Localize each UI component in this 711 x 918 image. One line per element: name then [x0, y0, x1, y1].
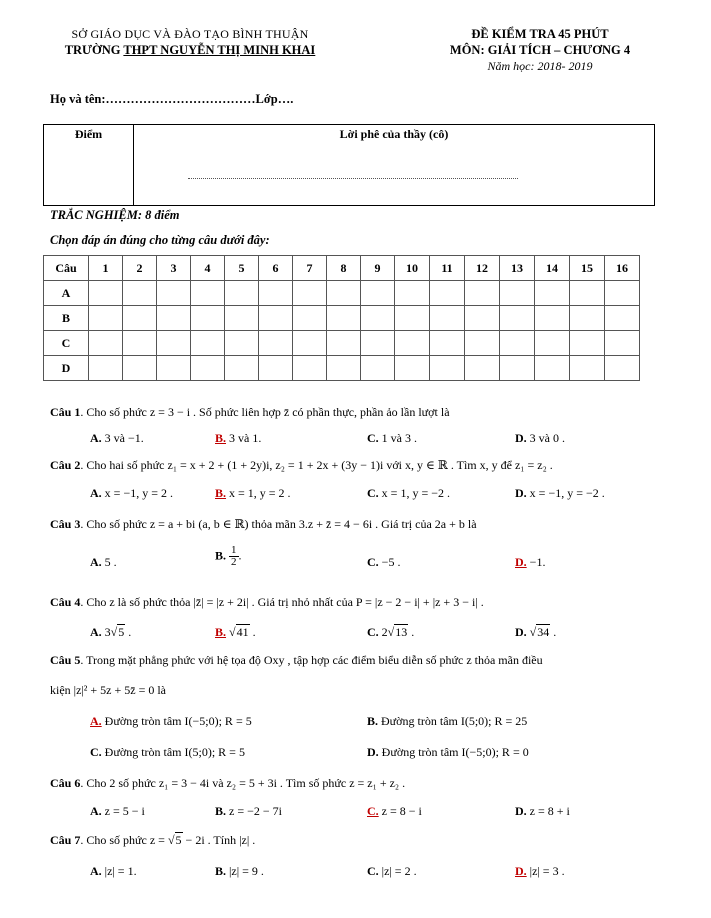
fraction — [229, 545, 239, 568]
radicand: 13 — [395, 625, 408, 639]
answer-cell[interactable] — [361, 356, 395, 381]
option-b[interactable] — [215, 804, 282, 819]
teacher-comment-label: Lời phê của thầy (cô) — [339, 127, 449, 141]
option-letter: A. — [90, 804, 102, 818]
question-stem-pre: . Cho số phức z = — [80, 833, 168, 847]
answer-cell[interactable] — [395, 331, 430, 356]
answer-cell[interactable] — [430, 331, 465, 356]
option-letter: B. — [215, 548, 227, 563]
answer-cell[interactable] — [361, 281, 395, 306]
comment-dotted-line — [188, 178, 518, 179]
option-b[interactable] — [367, 714, 527, 729]
option-letter: C. — [367, 804, 379, 818]
answer-grid-col-6: 6 — [259, 256, 293, 281]
option-text: z = 5 − i — [101, 804, 145, 818]
header-right — [405, 26, 675, 74]
option-text: Đường tròn tâm I(5;0); R = 25 — [378, 714, 528, 728]
option-b[interactable] — [215, 864, 264, 879]
option-letter: B. — [215, 864, 227, 878]
answer-cell[interactable] — [465, 331, 500, 356]
answer-cell[interactable] — [123, 356, 157, 381]
option-text: . — [238, 548, 242, 563]
answer-cell[interactable] — [500, 281, 535, 306]
option-text: Đường tròn tâm I(5;0); R = 5 — [101, 745, 245, 759]
fraction-numerator: 1 — [231, 544, 237, 556]
option-letter: A. — [90, 555, 102, 569]
answer-cell[interactable] — [430, 356, 465, 381]
option-prefix: 3 — [101, 625, 111, 639]
answer-grid-col-5: 5 — [225, 256, 259, 281]
radicand: 5 — [175, 833, 182, 847]
answer-cell[interactable] — [123, 331, 157, 356]
answer-grid-col-9: 9 — [361, 256, 395, 281]
option-text: Đường tròn tâm I(−5;0); R = 0 — [378, 745, 529, 759]
answer-cell[interactable] — [259, 281, 293, 306]
answer-grid-header-row — [44, 256, 640, 281]
option-text: 3 và −1. — [101, 431, 144, 445]
option-text: . — [249, 625, 256, 639]
answer-grid-col-4: 4 — [191, 256, 225, 281]
answer-cell[interactable] — [500, 331, 535, 356]
option-letter: D. — [367, 745, 379, 759]
answer-cell[interactable] — [535, 281, 570, 306]
answer-cell[interactable] — [191, 356, 225, 381]
option-text: 1 và 3 . — [378, 431, 417, 445]
question-label: Câu 4 — [50, 595, 81, 609]
answer-cell[interactable] — [225, 306, 259, 331]
option-text: |z| = 3 . — [526, 864, 565, 878]
answer-grid-col-3: 3 — [157, 256, 191, 281]
option-letter: D. — [515, 804, 527, 818]
answer-cell[interactable] — [327, 281, 361, 306]
question-label: Câu 7 — [50, 833, 81, 847]
answer-grid-row-c — [44, 331, 640, 356]
question-stem: . Cho z là số phức thỏa |z̄| = |z + 2i| . Giá trị nhỏ nhất của P = |z − 2 − i| + |z + 3 − i| . — [80, 595, 484, 609]
option-text: . — [408, 625, 415, 639]
answer-cell[interactable] — [123, 306, 157, 331]
question-4 — [50, 595, 660, 610]
answer-cell[interactable] — [605, 331, 640, 356]
question-stem-post: − 2i . Tính |z| . — [182, 833, 256, 847]
answer-row-label: B — [44, 306, 89, 331]
answer-grid-col-12: 12 — [465, 256, 500, 281]
option-d[interactable] — [367, 745, 529, 760]
exam-title: ĐỀ KIỂM TRA 45 PHÚT — [471, 27, 609, 41]
school-name: THPT NGUYỄN THỊ MINH KHAI — [123, 43, 316, 57]
answer-cell[interactable] — [570, 281, 605, 306]
option-b[interactable] — [215, 545, 242, 568]
answer-cell[interactable] — [535, 356, 570, 381]
option-d[interactable] — [515, 804, 570, 819]
answer-cell[interactable] — [89, 306, 123, 331]
option-c[interactable] — [367, 486, 450, 501]
school-name-line — [40, 42, 340, 58]
option-a[interactable]: A. 3√5 . — [90, 625, 132, 639]
answer-cell[interactable] — [395, 281, 430, 306]
answer-cell[interactable] — [293, 306, 327, 331]
answer-cell[interactable] — [327, 356, 361, 381]
answer-cell[interactable] — [570, 306, 605, 331]
answer-row-label: C — [44, 331, 89, 356]
answer-cell[interactable] — [570, 331, 605, 356]
score-label: Điểm — [44, 125, 134, 205]
answer-cell[interactable] — [361, 331, 395, 356]
answer-cell[interactable] — [157, 331, 191, 356]
option-text: z = 8 + i — [526, 804, 570, 818]
answer-cell[interactable] — [465, 356, 500, 381]
option-text: 3 và 1. — [226, 431, 262, 445]
question-3 — [50, 517, 660, 532]
answer-cell[interactable] — [605, 306, 640, 331]
option-c[interactable] — [367, 864, 417, 879]
option-letter: D. — [515, 864, 527, 878]
answer-grid-col-16: 16 — [605, 256, 640, 281]
option-b[interactable] — [215, 486, 291, 501]
answer-grid-col-1: 1 — [89, 256, 123, 281]
option-d[interactable] — [515, 486, 605, 501]
answer-cell[interactable] — [465, 281, 500, 306]
question-5-line2: kiện |z|² + 5z + 5z̄ = 0 là — [50, 683, 167, 697]
option-prefix: 2 — [378, 625, 388, 639]
question-label: Câu 6 — [50, 776, 81, 790]
question-1 — [50, 405, 660, 420]
answer-cell[interactable] — [570, 356, 605, 381]
answer-cell[interactable] — [535, 331, 570, 356]
answer-cell[interactable] — [535, 306, 570, 331]
answer-grid-col-15: 15 — [570, 256, 605, 281]
fraction-denominator: 2 — [231, 556, 237, 568]
header-left — [40, 26, 340, 58]
option-text: Đường tròn tâm I(−5;0); R = 5 — [101, 714, 252, 728]
answer-cell[interactable] — [605, 281, 640, 306]
option-text: x = 1, y = −2 . — [378, 486, 450, 500]
answer-cell[interactable] — [89, 331, 123, 356]
radicand: 41 — [236, 625, 249, 639]
answer-cell[interactable] — [395, 356, 430, 381]
option-text: 5 . — [101, 555, 117, 569]
answer-cell[interactable] — [465, 306, 500, 331]
option-c[interactable] — [367, 555, 400, 570]
option-text: z = 8 − i — [378, 804, 422, 818]
answer-cell[interactable] — [157, 306, 191, 331]
option-b[interactable] — [215, 431, 261, 446]
answer-grid-row-d — [44, 356, 640, 381]
option-prefix — [226, 625, 229, 639]
answer-grid-row-a — [44, 281, 640, 306]
option-letter: A. — [90, 625, 102, 639]
option-letter: C. — [367, 486, 379, 500]
option-c[interactable] — [367, 431, 417, 446]
answer-cell[interactable] — [605, 356, 640, 381]
answer-grid-col-2: 2 — [123, 256, 157, 281]
option-letter: C. — [367, 555, 379, 569]
answer-grid-col-8: 8 — [327, 256, 361, 281]
question-label: Câu 2 — [50, 458, 81, 472]
question-7: Câu 7. Cho số phức z = √5 − 2i . Tính |z| . — [50, 833, 256, 847]
question-label: Câu 5 — [50, 653, 81, 667]
option-letter: B. — [215, 804, 227, 818]
option-text: . — [125, 625, 132, 639]
option-prefix — [527, 625, 530, 639]
answer-grid-header-label: Câu — [44, 256, 89, 281]
answer-cell[interactable] — [293, 281, 327, 306]
answer-cell[interactable] — [89, 281, 123, 306]
option-letter: C. — [90, 745, 102, 759]
option-letter: C. — [367, 625, 379, 639]
option-text: |z| = 2 . — [378, 864, 417, 878]
answer-cell[interactable] — [327, 331, 361, 356]
option-d[interactable]: D. √34 . — [515, 625, 557, 639]
option-a[interactable] — [90, 864, 137, 879]
subject-line: MÔN: GIẢI TÍCH – CHƯƠNG 4 — [449, 43, 631, 57]
answer-cell[interactable] — [89, 356, 123, 381]
answer-cell[interactable] — [395, 306, 430, 331]
option-a[interactable] — [90, 714, 252, 729]
option-text: x = −1, y = 2 . — [101, 486, 173, 500]
answer-cell[interactable] — [259, 331, 293, 356]
answer-grid-col-13: 13 — [500, 256, 535, 281]
option-c[interactable] — [90, 745, 245, 760]
answer-grid-col-7: 7 — [293, 256, 327, 281]
option-a[interactable] — [90, 431, 144, 446]
answer-cell[interactable] — [259, 356, 293, 381]
option-a[interactable] — [90, 804, 145, 819]
option-letter: D. — [515, 486, 527, 500]
answer-cell[interactable] — [225, 331, 259, 356]
department-name: SỞ GIÁO DỤC VÀ ĐÀO TẠO BÌNH THUẬN — [71, 27, 309, 41]
student-name-line: Họ và tên:………………………………Lớp…. — [50, 92, 294, 106]
option-text: |z| = 1. — [101, 864, 137, 878]
option-letter: A. — [90, 486, 102, 500]
question-6 — [50, 776, 660, 791]
answer-grid-row-b — [44, 306, 640, 331]
question-label: Câu 3 — [50, 517, 81, 531]
answer-cell[interactable] — [259, 306, 293, 331]
answer-grid-col-14: 14 — [535, 256, 570, 281]
question-stem: . Cho số phức z = 3 − i . Số phức liên hợp z̄ có phần thực, phần ảo lần lượt là — [80, 405, 450, 419]
answer-cell[interactable] — [293, 356, 327, 381]
option-letter: C. — [367, 864, 379, 878]
option-text: −5 . — [378, 555, 401, 569]
option-text: z = −2 − 7i — [226, 804, 282, 818]
answer-grid — [43, 255, 640, 381]
score-box — [43, 124, 655, 206]
option-text: −1. — [526, 555, 546, 569]
question-stem-line1: . Trong mặt phẳng phức với hệ tọa độ Oxy , tập hợp các điểm biểu diễn số phức z thỏa mãn điều — [80, 653, 543, 667]
answer-cell[interactable] — [191, 306, 225, 331]
option-text: |z| = 9 . — [226, 864, 264, 878]
question-stem: . Cho 2 số phức z₁ = 3 − 4i và z₂ = 5 + 3i . Tìm số phức z = z₁ + z₂ . — [80, 776, 406, 790]
radicand: 5 — [118, 625, 125, 639]
school-prefix: TRƯỜNG — [64, 43, 124, 57]
option-text: x = −1, y = −2 . — [526, 486, 605, 500]
option-text: . — [550, 625, 557, 639]
question-stem: . Cho hai số phức z₁ = x + 2 + (1 + 2y)i, z₂ = 1 + 2x + (3y − 1)i với x, y ∈ ℝ . Tìm x, y để z₁ = z₂ . — [80, 458, 553, 472]
answer-cell[interactable] — [500, 306, 535, 331]
answer-cell[interactable] — [191, 331, 225, 356]
answer-row-label: A — [44, 281, 89, 306]
option-letter: B. — [215, 486, 227, 500]
option-d[interactable] — [515, 555, 545, 570]
option-letter: B. — [367, 714, 379, 728]
question-label: Câu 1 — [50, 405, 81, 419]
section-instruction: Chọn đáp án đúng cho từng câu dưới đây: — [50, 233, 270, 247]
answer-cell[interactable] — [361, 306, 395, 331]
answer-cell[interactable] — [157, 356, 191, 381]
option-letter: A. — [90, 431, 102, 445]
option-letter: A. — [90, 714, 102, 728]
option-letter: D. — [515, 625, 527, 639]
answer-cell[interactable] — [123, 281, 157, 306]
option-a[interactable] — [90, 486, 173, 501]
answer-cell[interactable] — [500, 356, 535, 381]
option-c[interactable] — [367, 804, 422, 819]
option-letter: D. — [515, 555, 527, 569]
option-letter: A. — [90, 864, 102, 878]
answer-row-label: D — [44, 356, 89, 381]
answer-grid-col-10: 10 — [395, 256, 430, 281]
school-year: Năm học: 2018- 2019 — [487, 59, 593, 73]
option-text: 3 và 0 . — [526, 431, 565, 445]
answer-grid-col-11: 11 — [430, 256, 465, 281]
answer-cell[interactable] — [191, 281, 225, 306]
question-2 — [50, 458, 660, 473]
option-d[interactable] — [515, 431, 565, 446]
option-letter: D. — [515, 431, 527, 445]
answer-cell[interactable] — [225, 281, 259, 306]
option-d[interactable] — [515, 864, 565, 879]
answer-cell[interactable] — [430, 306, 465, 331]
option-letter: C. — [367, 431, 379, 445]
option-letter: B. — [215, 625, 227, 639]
answer-cell[interactable] — [293, 331, 327, 356]
radicand: 34 — [537, 625, 550, 639]
question-5 — [50, 653, 660, 668]
answer-cell[interactable] — [157, 281, 191, 306]
section-title: TRẮC NGHIỆM: 8 điểm — [50, 208, 180, 222]
answer-cell[interactable] — [327, 306, 361, 331]
option-text: x = 1, y = 2 . — [226, 486, 291, 500]
option-c[interactable]: C. 2√13 . — [367, 625, 415, 639]
option-letter: B. — [215, 431, 227, 445]
answer-cell[interactable] — [225, 356, 259, 381]
option-b[interactable]: B. √41 . — [215, 625, 256, 639]
question-stem: . Cho số phức z = a + bi (a, b ∈ ℝ) thỏa mãn 3.z + z̄ = 4 − 6i . Giá trị của 2a + b là — [80, 517, 477, 531]
answer-cell[interactable] — [430, 281, 465, 306]
option-a[interactable] — [90, 555, 117, 570]
